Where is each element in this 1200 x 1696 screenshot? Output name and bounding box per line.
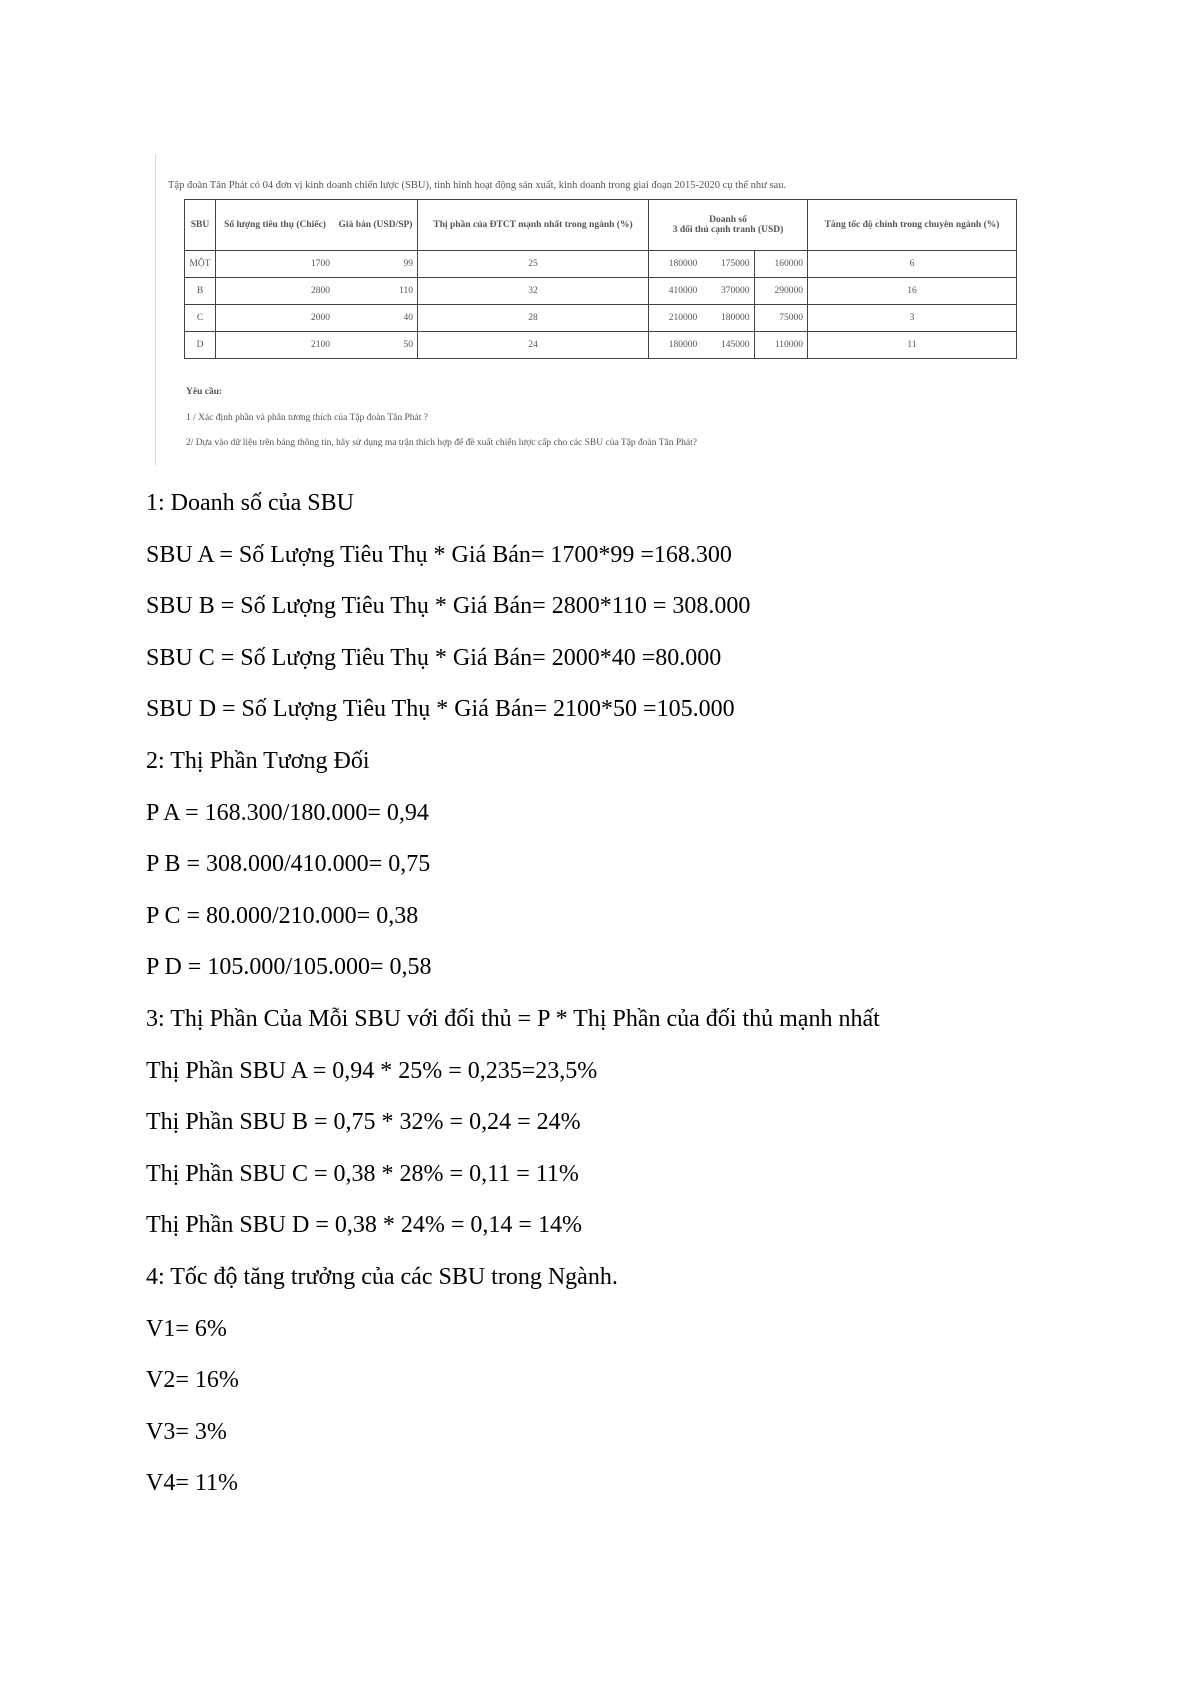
text-line: P C = 80.000/210.000= 0,38 — [146, 902, 419, 929]
cell-quantity: 1700 — [216, 251, 335, 278]
text-line: SBU D = Số Lượng Tiêu Thụ * Giá Bán= 2100*50 =105.000 — [146, 696, 735, 723]
text-line: Thị Phần SBU A = 0,94 * 25% = 0,235=23,5% — [146, 1057, 598, 1084]
table-row — [185, 305, 1017, 332]
header-quantity: Số lượng tiêu thụ (Chiếc) — [216, 200, 335, 251]
cell-quantity: 2100 — [216, 332, 335, 359]
text-line: P B = 308.000/410.000= 0,75 — [146, 851, 431, 878]
cell-growth: 16 — [808, 278, 1017, 305]
cell-share: 32 — [418, 278, 649, 305]
table-row — [185, 332, 1017, 359]
table-header-row — [185, 200, 1017, 251]
header-price: Giá bán (USD/SP) — [334, 200, 418, 251]
text-line: V3= 3% — [146, 1418, 227, 1445]
text-line: SBU C = Số Lượng Tiêu Thụ * Giá Bán= 2000*40 =80.000 — [146, 644, 722, 671]
question-2: 2/ Dựa vào dữ liệu trên bảng thông tin, hãy sử dụng ma trận thích hợp để đề xuất chiến lược cấp cho các SBU của Tập đoàn Tân Phát? — [186, 438, 697, 448]
table-row — [185, 251, 1017, 278]
cell-revenue-1: 210000 — [649, 305, 702, 332]
cell-growth: 6 — [808, 251, 1017, 278]
cell-revenue-1: 180000 — [649, 332, 702, 359]
text-line: V2= 16% — [146, 1367, 239, 1394]
header-revenue-sub: 3 đối thủ cạnh tranh (USD) — [672, 225, 784, 235]
requirements-heading: Yêu cầu: — [186, 387, 223, 397]
cell-sbu: D — [185, 332, 216, 359]
cell-quantity: 2800 — [216, 278, 335, 305]
cell-sbu: C — [185, 305, 216, 332]
cell-sbu: B — [185, 278, 216, 305]
cell-revenue-2: 145000 — [701, 332, 754, 359]
cell-sbu: MỘT — [185, 251, 216, 278]
header-share: Thị phần của ĐTCT mạnh nhất trong ngành (%) — [418, 200, 649, 251]
section-heading: 1: Doanh số của SBU — [146, 490, 354, 516]
cell-revenue-1: 180000 — [649, 251, 702, 278]
excerpt-intro: Tập đoàn Tân Phát có 04 đơn vị kinh doanh chiến lược (SBU), tình hình hoạt động sản xuất, kinh doanh trong giai đoạn 2015-2020 cụ thể như sau. — [168, 180, 787, 191]
embedded-problem-image — [155, 155, 1026, 465]
cell-share: 24 — [418, 332, 649, 359]
section-heading: 4: Tốc độ tăng trưởng của các SBU trong Ngành. — [146, 1263, 618, 1290]
cell-revenue-2: 180000 — [701, 305, 754, 332]
text-line: V1= 6% — [146, 1315, 227, 1342]
text-line: V4= 11% — [146, 1470, 238, 1497]
text-line: Thị Phần SBU D = 0,38 * 24% = 0,14 = 14% — [146, 1212, 582, 1239]
header-revenue-top: Doanh số — [709, 215, 747, 225]
text-line: Thị Phần SBU C = 0,38 * 28% = 0,11 = 11% — [146, 1160, 579, 1187]
cell-revenue-3: 160000 — [754, 251, 808, 278]
cell-revenue-3: 290000 — [754, 278, 808, 305]
cell-share: 28 — [418, 305, 649, 332]
header-sbu: SBU — [185, 200, 216, 251]
cell-price: 99 — [334, 251, 418, 278]
text-line: P A = 168.300/180.000= 0,94 — [146, 799, 429, 826]
cell-growth: 3 — [808, 305, 1017, 332]
section-heading: 2: Thị Phần Tương Đối — [146, 747, 370, 774]
cell-revenue-2: 175000 — [701, 251, 754, 278]
section-heading: 3: Thị Phần Của Mỗi SBU với đối thủ = P * Thị Phần của đối thủ mạnh nhất — [146, 1005, 880, 1032]
header-revenue — [649, 200, 808, 251]
cell-revenue-3: 75000 — [754, 305, 808, 332]
text-line: P D = 105.000/105.000= 0,58 — [146, 954, 432, 981]
question-1: 1 / Xác định phần và phân tương thích của Tập đoàn Tân Phát ? — [186, 413, 428, 423]
header-growth: Tăng tốc độ chính trong chuyên ngành (%) — [808, 200, 1017, 251]
solution-text — [146, 478, 1146, 1510]
sbu-data-table — [184, 199, 1017, 359]
cell-revenue-1: 410000 — [649, 278, 702, 305]
cell-quantity: 2000 — [216, 305, 335, 332]
text-line: SBU B = Số Lượng Tiêu Thụ * Giá Bán= 2800*110 = 308.000 — [146, 593, 751, 620]
table-row — [185, 278, 1017, 305]
cell-price: 50 — [334, 332, 418, 359]
cell-growth: 11 — [808, 332, 1017, 359]
cell-price: 110 — [334, 278, 418, 305]
cell-price: 40 — [334, 305, 418, 332]
cell-revenue-2: 370000 — [701, 278, 754, 305]
cell-share: 25 — [418, 251, 649, 278]
text-line: Thị Phần SBU B = 0,75 * 32% = 0,24 = 24% — [146, 1109, 581, 1136]
cell-revenue-3: 110000 — [754, 332, 808, 359]
text-line: SBU A = Số Lượng Tiêu Thụ * Giá Bán= 1700*99 =168.300 — [146, 541, 732, 568]
